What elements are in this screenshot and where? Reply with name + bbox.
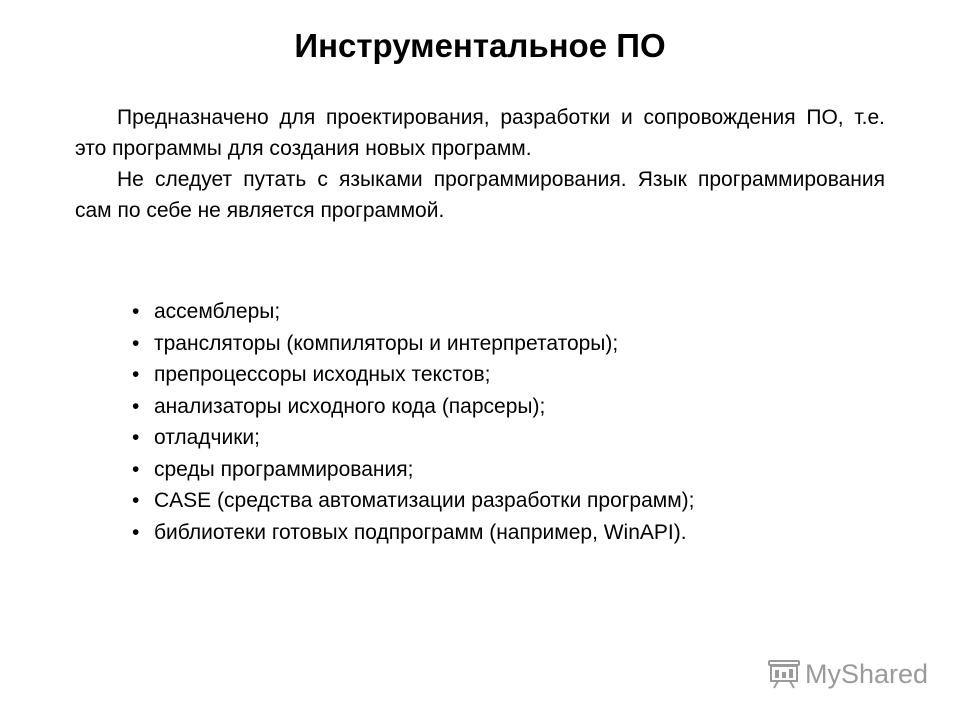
list-item [132, 359, 892, 391]
slide-title: Инструментальное ПО [294, 27, 666, 64]
projector-screen-icon [767, 659, 801, 689]
intro-text [75, 102, 885, 226]
list-item-text: ассемблеры; [154, 300, 281, 323]
tools-list [132, 296, 892, 548]
bullet-icon: • [132, 394, 140, 418]
bullet-icon: • [132, 363, 140, 386]
bullet-icon: • [132, 426, 140, 449]
list-item [132, 328, 892, 360]
myshared-logo[interactable] [767, 654, 928, 694]
paragraph-purpose: Предназначено для проектирования, разработки и сопровождения ПО, т.е. это программы для создания новых программ. [75, 106, 885, 160]
bullet-icon: • [132, 520, 140, 544]
list-item-text: трансляторы (компиляторы и интерпретаторы); [154, 331, 619, 355]
list-item-text: анализаторы исходного кода (парсеры); [154, 394, 546, 418]
list-item [132, 454, 892, 486]
list-item [132, 296, 892, 328]
list-item-text: библиотеки готовых подпрограмм (например, WinAPI). [154, 520, 687, 544]
list-item-text: отладчики; [154, 426, 260, 449]
list-item-text: CASE (средства автоматизации разработки программ); [154, 489, 695, 512]
bullet-icon: • [132, 489, 140, 512]
list-item [132, 485, 892, 517]
bullet-icon: • [132, 457, 140, 481]
list-item [132, 517, 892, 549]
paragraph-note: Не следует путать с языками программирования. Язык программирования сам по себе не является программой. [75, 168, 885, 222]
bullet-icon: • [132, 300, 140, 323]
list-item [132, 391, 892, 423]
list-item-text: среды программирования; [154, 457, 414, 481]
logo-text: MyShared [805, 658, 929, 689]
bullet-icon: • [132, 331, 140, 355]
list-item-text: препроцессоры исходных текстов; [154, 363, 491, 386]
list-item [132, 422, 892, 454]
